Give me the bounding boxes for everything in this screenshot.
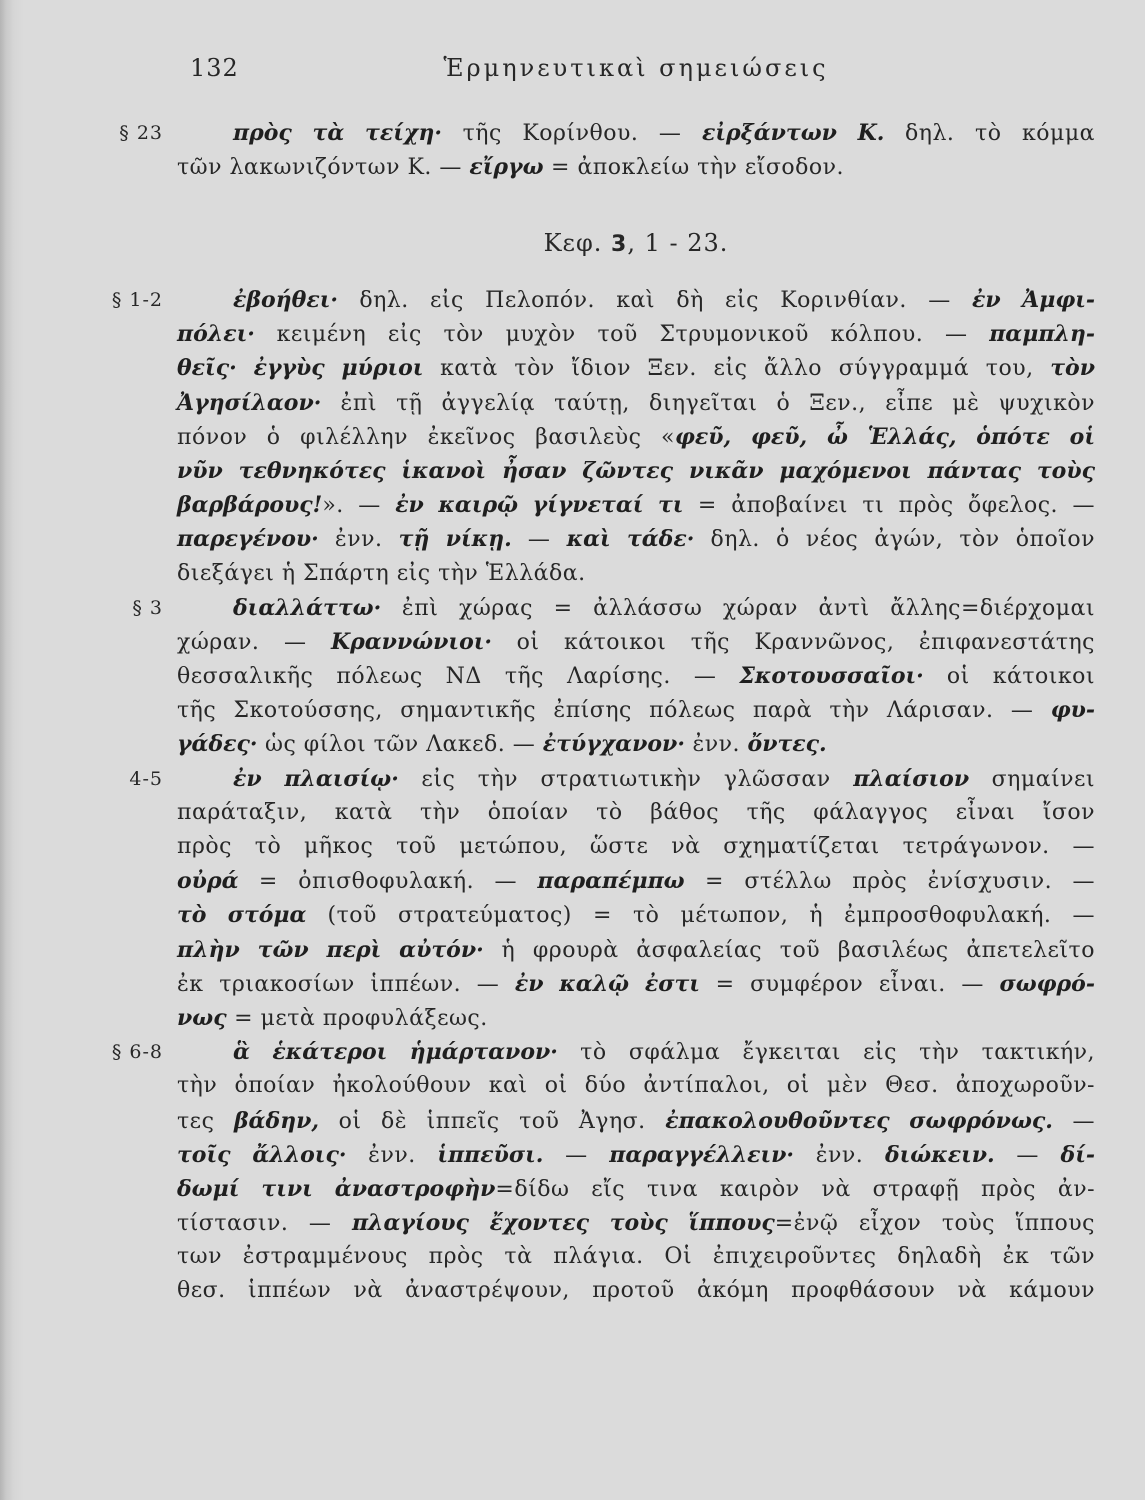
text-line	[177, 317, 1095, 351]
text-line	[177, 727, 1095, 761]
gloss-text: οἱ κάτοικοι	[923, 664, 1095, 690]
lemma: Σκοτουσσαῖοι·	[739, 663, 924, 690]
running-header	[177, 50, 1095, 86]
gloss-text: τες	[177, 1108, 234, 1134]
section-label: § 1-2	[111, 289, 163, 311]
lemma: φυ-	[1050, 697, 1095, 724]
lemma: βαρβάρους!	[177, 492, 323, 519]
text-line	[177, 864, 1095, 898]
gloss-text: ἐπὶ χώρας = ἀλλάσσω χώραν ἀντὶ ἄλλης=διέρχομαι	[381, 595, 1095, 621]
lemma: γάδες·	[177, 731, 258, 758]
gloss-text: οἱ δὲ ἱππεῖς τοῦ Ἀγησ.	[319, 1108, 666, 1134]
text-line	[177, 283, 1095, 317]
gloss-text: —	[543, 1142, 610, 1168]
text-line	[177, 1172, 1095, 1206]
section-label: § 6-8	[111, 1041, 163, 1064]
lemma: ἐτύγχανον·	[542, 731, 685, 758]
lemma: διώκειν.	[884, 1141, 995, 1168]
lemma: πόλει·	[177, 321, 255, 348]
lemma: ὄντες.	[747, 731, 827, 758]
scan-page-edge	[0, 0, 24, 1500]
text-line	[177, 1069, 1095, 1103]
gloss-text: τῆς Σκοτούσσης, σημαντικῆς ἐπίσης πόλεως παρὰ τὴν Λάρισαν. —	[177, 698, 1051, 724]
lemma: ἐν Ἀμφι-	[972, 287, 1095, 313]
gloss-text: —	[511, 527, 567, 553]
section-label: § 3	[132, 596, 163, 619]
lemma: πλαγίους ἔχοντες τοὺς ἵππους	[351, 1210, 775, 1237]
lemma: παραγγέλλειν·	[609, 1141, 795, 1168]
lemma: καὶ τάδε·	[566, 526, 695, 553]
text-line	[177, 762, 1095, 796]
gloss-text: κατὰ τὸν ἴδιον Ξεν. εἰς ἄλλο σύγγραμμά του,	[423, 356, 1051, 382]
text-line	[177, 1001, 1095, 1035]
text-line	[177, 591, 1095, 625]
lemma: θεῖς· ἐγγὺς μύριοι	[177, 355, 424, 382]
gloss-text: ἐνν.	[794, 1142, 885, 1168]
gloss-text: ἐνν.	[346, 1142, 438, 1168]
section	[119, 116, 1095, 184]
text-line	[177, 796, 1095, 830]
gloss-text: δηλ. τὸ κόμμα	[884, 121, 1095, 146]
lemma: νῦν τεθνηκότες ἱκανοὶ ἦσαν ζῶντες νικᾶν μαχόμενοι πάντας τοὺς	[177, 457, 1095, 484]
text-line	[177, 150, 1095, 184]
lemma: δωμί τινι ἀναστροφὴν	[177, 1175, 496, 1202]
text-line	[177, 522, 1095, 556]
section-23	[119, 116, 1095, 184]
section-1-2	[111, 283, 1095, 591]
text-line	[177, 420, 1095, 454]
gloss-text: =ἐνῷ εἶχον τοὺς ἵππους	[774, 1211, 1095, 1237]
section-4-5	[129, 762, 1096, 1036]
lemma: τὸ στόμα	[177, 902, 307, 929]
text-line	[177, 933, 1095, 967]
lemma: διαλλάττω·	[233, 594, 382, 621]
gloss-text: σημαίνει	[969, 766, 1096, 792]
text-line	[177, 1274, 1095, 1308]
gloss-text: = στέλλω πρὸς ἐνίσχυσιν. —	[684, 869, 1096, 895]
lemma: παμπλη-	[989, 321, 1095, 348]
gloss-text: = μετὰ προφυλάξεως.	[226, 1005, 488, 1031]
gloss-text: τὴν ὁποίαν ἠκολούθουν καὶ οἱ δύο ἀντίπαλοι, οἱ μὲν Θεσ. ἀποχωροῦν-	[177, 1073, 1095, 1099]
lemma: πλὴν τῶν περὶ αὐτόν·	[177, 936, 484, 963]
text-line	[177, 1206, 1095, 1240]
gloss-text: (τοῦ στρατεύματος) = τὸ μέτωπον, ἡ ἐμπροσθοφυλακή. —	[306, 903, 1095, 929]
gloss-text: οἱ κάτοικοι τῆς Κραννῶνος, ἐπιφανεστάτης	[492, 629, 1095, 655]
text-line	[177, 1035, 1095, 1069]
gloss-text: = ὀπισθοφυλακή. —	[238, 869, 538, 895]
lemma: εἰρξάντων Κ.	[702, 120, 885, 146]
gloss-text: ἐκ τριακοσίων ἱππέων. —	[177, 971, 515, 997]
text-line	[177, 488, 1095, 522]
lemma: ἐν πλαισίῳ·	[233, 765, 399, 792]
text-line	[177, 1138, 1095, 1172]
text-line	[177, 1104, 1095, 1138]
lemma: σωφρό-	[999, 970, 1095, 997]
lemma: πρὸς τὰ τείχη·	[233, 120, 442, 146]
gloss-text: τῆς Κορίνθου. —	[442, 121, 703, 146]
gloss-text: εἰς τὴν στρατιωτικὴν γλῶσσαν	[398, 766, 854, 792]
lemma: παρεγένου·	[177, 526, 319, 553]
text-line	[177, 659, 1095, 693]
text-line	[177, 625, 1095, 659]
lemma: ἱππεῦσι.	[437, 1141, 544, 1168]
gloss-text: = ἀποβαίνει τι πρὸς ὄφελος. —	[683, 493, 1095, 519]
gloss-text: = ἀποκλείω τὴν εἴσοδον.	[543, 155, 845, 181]
gloss-text: διεξάγει ἡ Σπάρτη εἰς τὴν Ἑλλάδα.	[177, 560, 586, 586]
gloss-text: δηλ. ὁ νέος ἀγών, τὸν ὁποῖον	[694, 527, 1095, 553]
gloss-text: δηλ. εἰς Πελοπόν. καὶ δὴ εἰς Κορινθίαν. —	[338, 288, 973, 313]
text-line	[177, 386, 1095, 420]
gloss-text: ἡ φρουρὰ ἀσφαλείας τοῦ βασιλέως ἀπετελεῖτο	[483, 937, 1095, 963]
gloss-text: —	[994, 1142, 1061, 1168]
lemma: τοῖς ἄλλοις·	[177, 1141, 347, 1168]
section-3	[132, 591, 1095, 762]
gloss-text: —	[1052, 1108, 1096, 1134]
gloss-text: θεσσαλικῆς πόλεως ΝΔ τῆς Λαρίσης. —	[177, 664, 740, 690]
text-line	[177, 693, 1095, 727]
gloss-text: =δίδω εἴς τινα καιρὸν νὰ στραφῇ πρὸς ἀν-	[495, 1176, 1095, 1202]
gloss-text: ἐπὶ τῇ ἀγγελίᾳ ταύτῃ, διηγεῖται ὁ Ξεν., εἶπε μὲ ψυχικὸν	[321, 390, 1095, 416]
page-number: 132	[190, 54, 239, 82]
chapter-range: , 1 - 23.	[627, 229, 729, 257]
gloss-text: των ἐστραμμένους πρὸς τὰ πλάγια. Οἱ ἐπιχειροῦντες δηλαδὴ ἐκ τῶν	[177, 1244, 1095, 1270]
text-line	[177, 351, 1095, 385]
chapter-number: 3	[611, 232, 628, 257]
lemma: Ἀγησίλαον·	[177, 389, 322, 416]
running-title: Ἑρμηνευτικαὶ σημειώσεις	[443, 54, 829, 82]
text-line	[177, 454, 1095, 488]
gloss-text: πρὸς τὸ μῆκος τοῦ μετώπου, ὥστε νὰ σχηματίζεται τετράγωνον. —	[177, 834, 1095, 859]
gloss-text: = συμφέρον εἶναι. —	[699, 971, 1000, 997]
text-line	[177, 967, 1095, 1001]
gloss-text: χώραν. —	[177, 629, 331, 655]
gloss-text: ἐνν.	[684, 732, 748, 758]
gloss-text: πόνον ὁ φιλέλλην ἐκεῖνος βασιλεὺς «	[177, 424, 676, 450]
lemma: τῇ νίκῃ.	[398, 526, 512, 553]
lemma: φεῦ, φεῦ, ὦ Ἑλλάς, ὁπότε οἱ	[675, 423, 1095, 450]
text-line	[177, 830, 1095, 864]
chapter-heading	[177, 226, 1095, 260]
lemma: εἴργω	[469, 154, 544, 181]
lemma: ἐπακολουθοῦντες σωφρόνως.	[665, 1107, 1053, 1134]
lemma: ἃ ἑκάτεροι ἡμάρτανον·	[233, 1039, 558, 1066]
lemma: οὐρά	[177, 868, 239, 895]
gloss-text: τίστασιν. —	[177, 1211, 352, 1237]
gloss-text: παράταξιν, κατὰ τὴν ὁποίαν τὸ βάθος τῆς φάλαγγος εἶναι ἴσον	[177, 799, 1095, 825]
gloss-text: ». —	[322, 493, 396, 519]
lemma: πλαίσιον	[853, 765, 970, 792]
gloss-text: κειμένη εἰς τὸν μυχὸν τοῦ Στρυμονικοῦ κόλπου. —	[254, 322, 990, 348]
section-6-8	[111, 1035, 1096, 1309]
lemma: παραπέμπω	[537, 868, 685, 895]
lemma: τὸν	[1050, 355, 1095, 382]
gloss-text: τῶν λακωνιζόντων Κ. —	[177, 155, 470, 181]
gloss-text: ὡς φίλοι τῶν Λακεδ. —	[257, 732, 543, 758]
lemma: δί-	[1060, 1141, 1095, 1168]
gloss-text: ἐνν.	[318, 527, 399, 553]
section-label: § 23	[119, 122, 163, 144]
lemma: ἐβοήθει·	[233, 287, 339, 313]
text-line	[177, 1240, 1095, 1274]
section-label: 4-5	[129, 767, 163, 790]
gloss-text: τὸ σφάλμα ἔγκειται εἰς τὴν τακτικήν,	[557, 1040, 1095, 1066]
chapter-prefix: Κεφ.	[543, 229, 603, 257]
lemma: βάδην,	[233, 1107, 320, 1134]
lemma: Κραννώνιοι·	[331, 628, 493, 655]
text-line	[177, 116, 1095, 150]
text-line	[177, 557, 1095, 591]
lemma: νως	[177, 1004, 227, 1031]
gloss-text: θεσ. ἱππέων νὰ ἀναστρέψουν, προτοῦ ἀκόμη προφθάσουν νὰ κάμουν	[177, 1278, 1095, 1304]
commentary-body	[111, 283, 1096, 1309]
lemma: ἐν καλῷ ἐστι	[514, 970, 700, 997]
lemma: ἐν καιρῷ γίγνεταί τι	[395, 492, 684, 519]
text-line	[177, 898, 1095, 932]
